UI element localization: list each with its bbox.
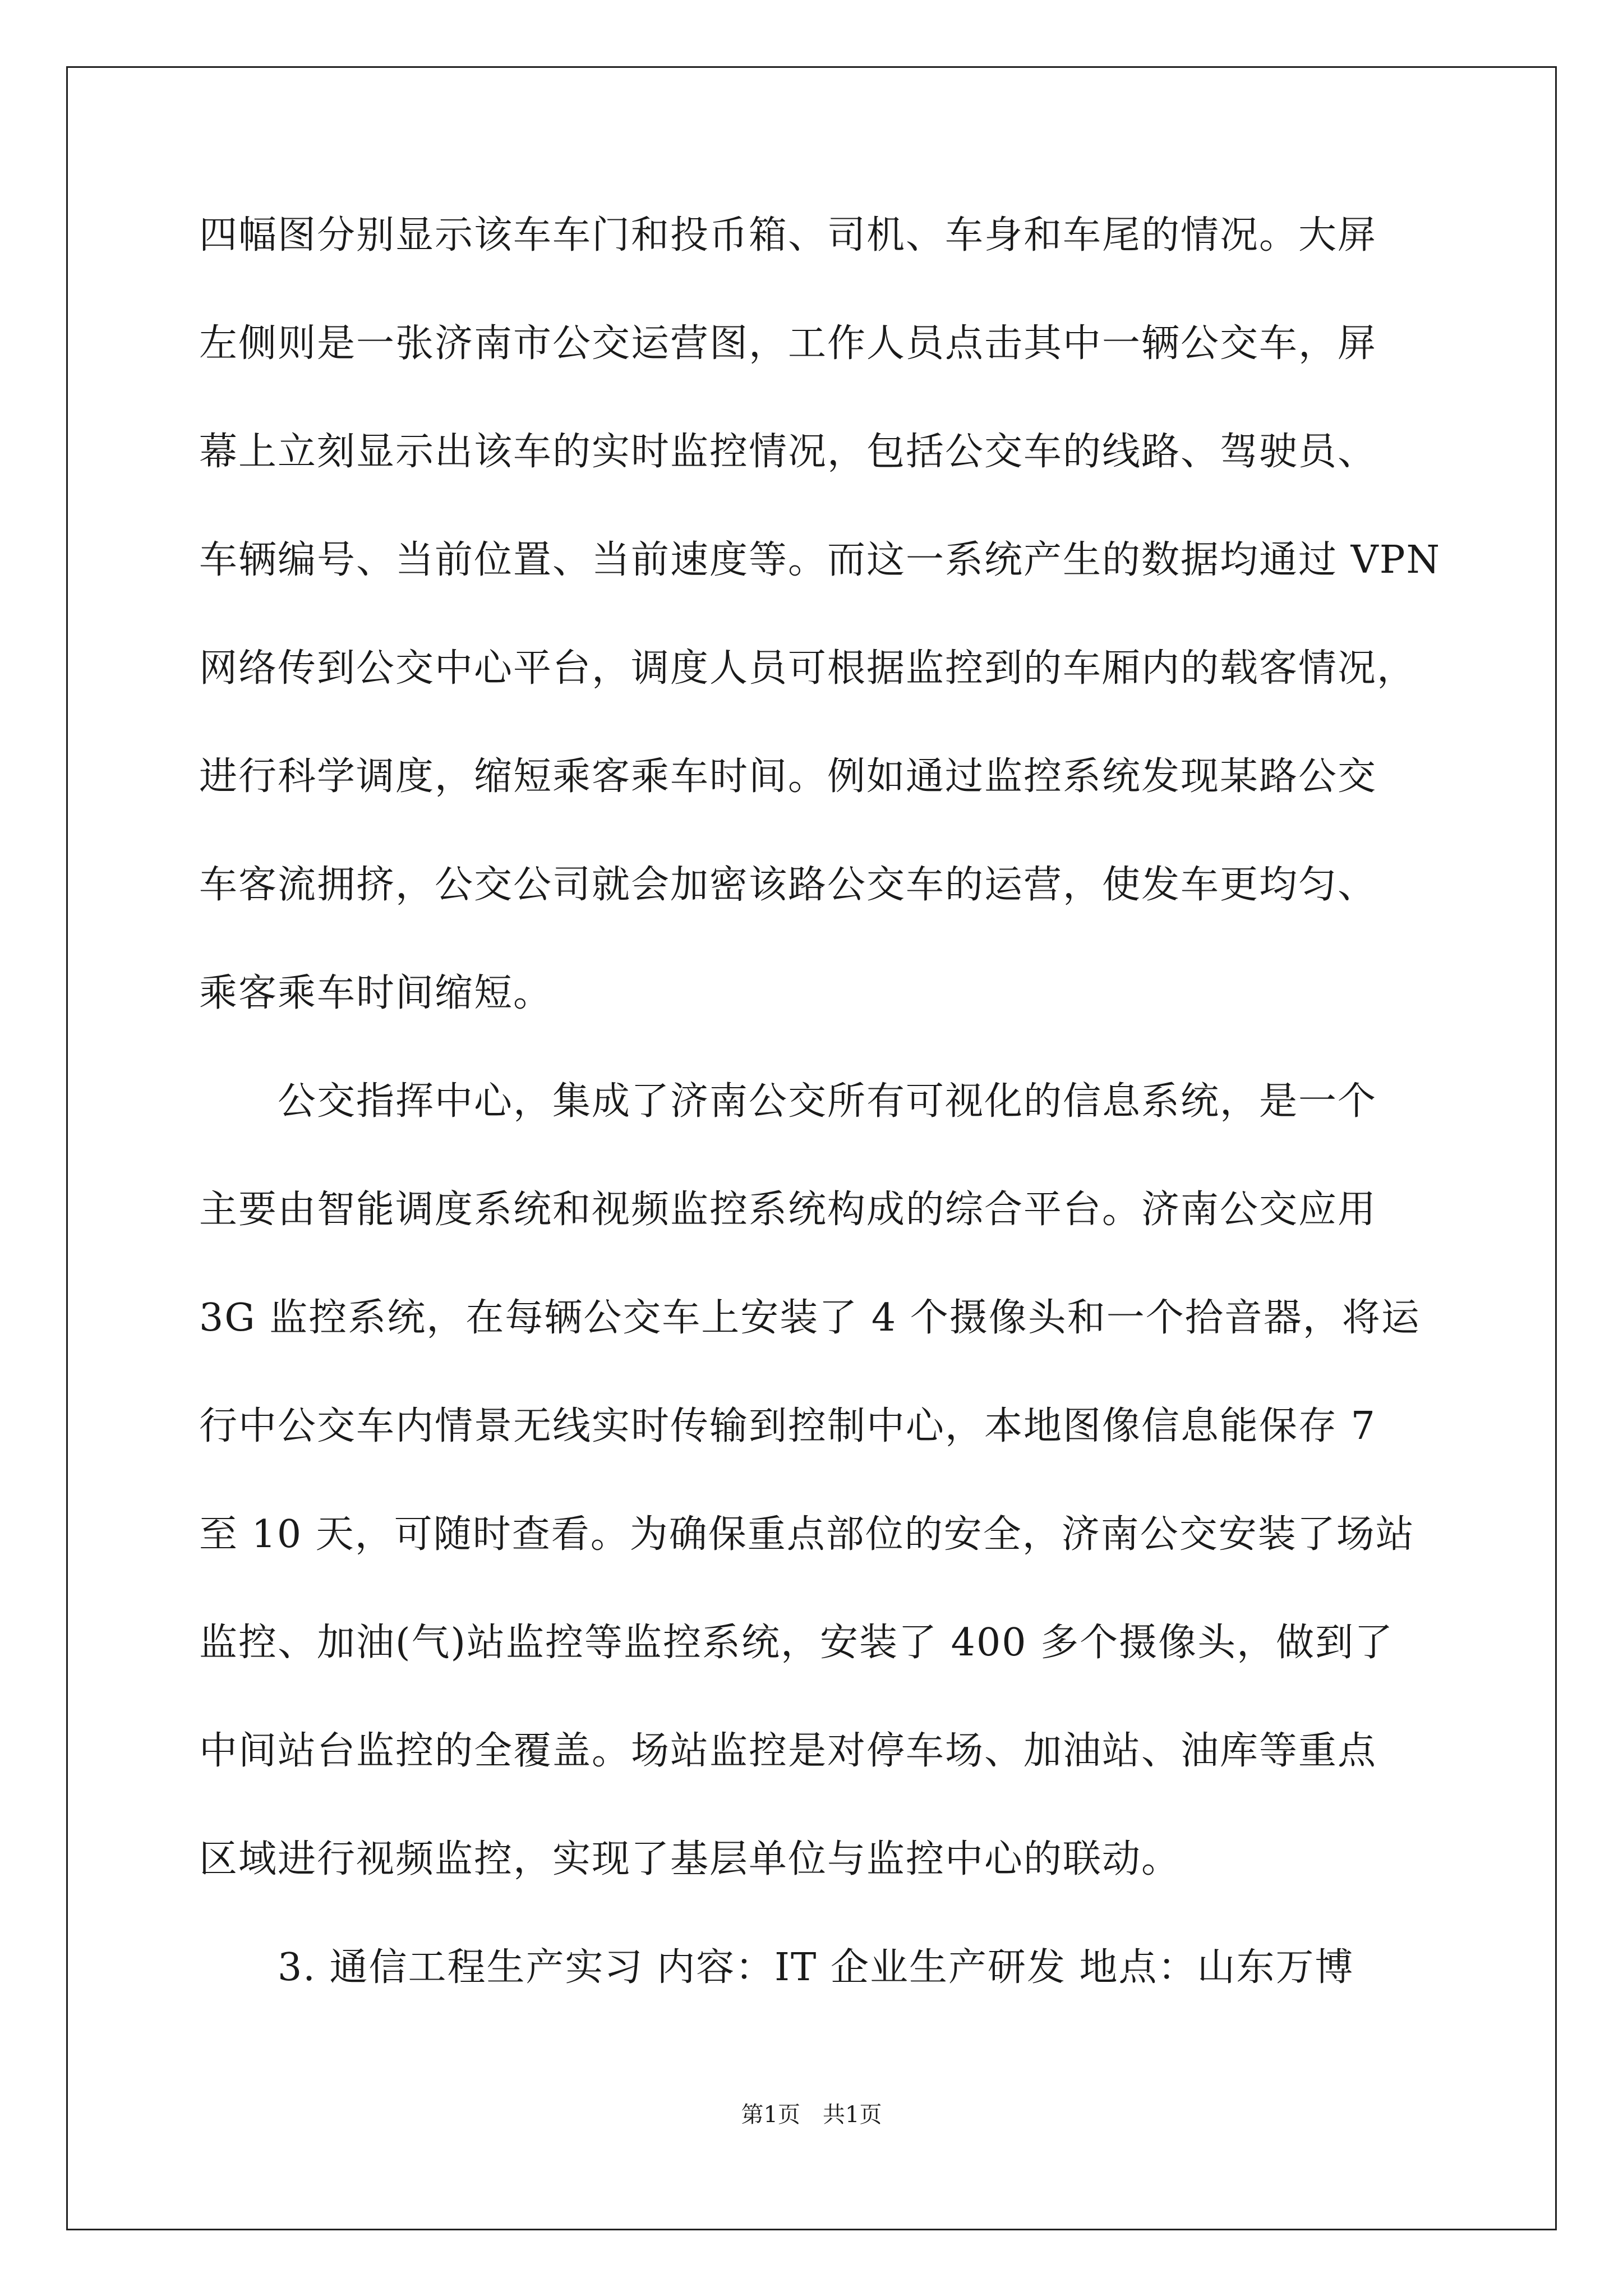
page-footer: 第1页 共1页 <box>741 2102 882 2128</box>
text-line: 左侧则是一张济南市公交运营图，工作人员点击其中一辆公交车，屏 <box>199 321 1377 366</box>
text-line: 区域进行视频监控，实现了基层单位与监控中心的联动。 <box>199 1837 1181 1881</box>
page-border <box>66 66 1557 2230</box>
text-line: 乘客乘车时间缩短。 <box>199 971 553 1015</box>
text-line: 3G 监控系统，在每辆公交车上安装了 4 个摄像头和一个拾音器，将运 <box>199 1296 1421 1340</box>
text-line: 进行科学调度，缩短乘客乘车时间。例如通过监控系统发现某路公交 <box>199 754 1377 799</box>
text-line: 3. 通信工程生产实习 内容：IT 企业生产研发 地点：山东万博 <box>199 1945 1354 1990</box>
text-line: 中间站台监控的全覆盖。场站监控是对停车场、加油站、油库等重点 <box>199 1729 1377 1773</box>
text-line: 行中公交车内情景无线实时传输到控制中心，本地图像信息能保存 7 <box>199 1404 1376 1448</box>
text-line: 幕上立刻显示出该车的实时监控情况，包括公交车的线路、驾驶员、 <box>199 430 1377 474</box>
text-line: 监控、加油(气)站监控等监控系统，安装了 400 多个摄像头，做到了 <box>199 1621 1394 1665</box>
text-line: 网络传到公交中心平台，调度人员可根据监控到的车厢内的载客情况， <box>199 646 1417 691</box>
text-line: 车客流拥挤，公交公司就会加密该路公交车的运营，使发车更均匀、 <box>199 863 1377 907</box>
text-line: 车辆编号、当前位置、当前速度等。而这一系统产生的数据均通过 VPN <box>199 538 1441 582</box>
text-line: 四幅图分别显示该车车门和投币箱、司机、车身和车尾的情况。大屏 <box>199 213 1377 257</box>
text-line: 主要由智能调度系统和视频监控系统构成的综合平台。济南公交应用 <box>199 1188 1377 1232</box>
text-line: 至 10 天，可随时查看。为确保重点部位的安全，济南公交安装了场站 <box>199 1512 1415 1557</box>
text-line: 公交指挥中心，集成了济南公交所有可视化的信息系统，是一个 <box>199 1079 1377 1124</box>
